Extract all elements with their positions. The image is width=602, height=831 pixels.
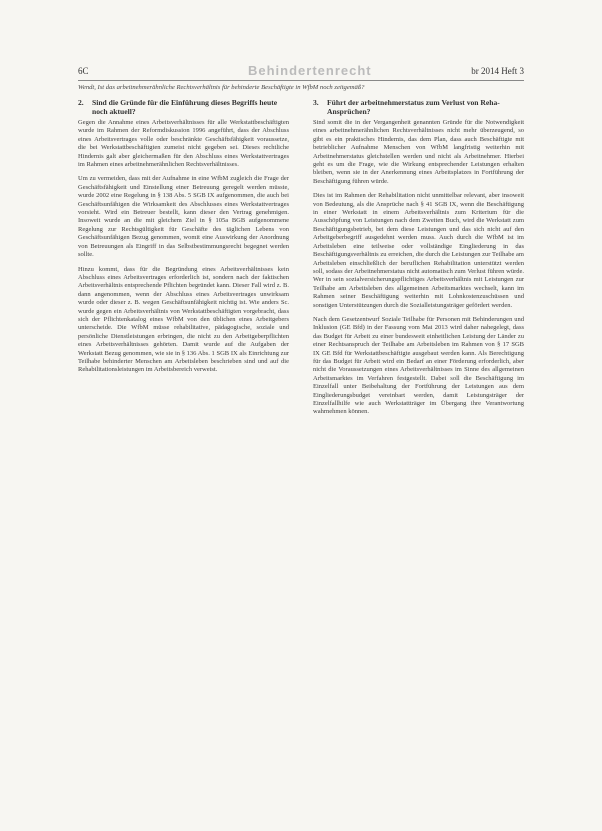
paragraph: Sind somit die in der Vergangenheit genannten Gründe für die Notwendigkeit eines arbeitnehmerähnlichen Rechtsverhältnisses nicht mehr überzeugend, so gibt es ein praktisches Hindernis, das dem Plan, dass auch Beschäftigte mit betrieblicher Aufnahme Menschen von WfbM langfristig weiterhin mit Arbeitnehmerstatus gleichstellen werden und nicht als Arbeitnehmer. Hierbei geht es um die Frage, wie die Wirkung entsprechender Leistungen erhalten bleiben, wenn sie in der Anerkennung eines Arbeitsplatzes in Fortführung der Beschäftigung führen würde.	[313, 119, 524, 185]
section-number: 3.	[313, 98, 319, 107]
page-header	[78, 64, 524, 81]
running-subtitle: Wendt, Ist das arbeitnehmerähnliche Rechtsverhältnis für behinderte Beschäftigte in WfbM noch zeitgemäß?	[78, 84, 365, 91]
right-column	[313, 98, 524, 423]
page-number: 6C	[78, 66, 89, 76]
section-title: Sind die Gründe für die Einführung dieses Begriffs heute noch aktuell?	[92, 98, 278, 116]
left-column	[78, 98, 289, 381]
section-number: 2.	[78, 98, 84, 107]
paragraph: Hinzu kommt, dass für die Begründung eines Arbeitsverhältnisses kein Abschluss eines Arbeitsvertrages erforderlich ist, sondern nach der faktischen Arbeitsverhältnis entsprechende Pflichten begründet kann. Dieser Fall wird z. B. dann angenommen, wenn der Abschluss eines Arbeitsvertrages unwirksam wurde oder dieser z. B. wegen Geschäftsunfähigkeit nichtig ist. Wie anders Sc. wurde gegen ein Arbeitsverhältnis von Werkstattbeschäftigten vorgebracht, dass sich der Pflichtenkatalog eines WfbM von den üblichen eines Arbeitgebers unterscheide. Die WfbM müsse rehabilitative, pädagogische, soziale und persönliche Dienstleistungen erbringen, die nicht zu den Arbeitgeberpflichten eines Arbeitsverhältnisses gehörten. Damit wurde auf die Aufgaben der Werkstatt Bezug genommen, wie sie in § 136 Abs. 1 SGB IX als Einrichtung zur Teilhabe behinderter Menschen am Arbeitsleben beschrieben sind und auf die Rehabilitationsleistungen im Arbeitsbereich verweist.	[78, 265, 289, 374]
paragraph: Dies ist im Rahmen der Rehabilitation nicht unmittelbar relevant, aber insoweit von Bedeutung, als die Ansprüche nach § 41 SGB IX, wenn die Beschäftigung in einer Werkstatt in einem Arbeitsverhältnis zum Kriterium für die Ausschöpfung von Leistungen nach dem Zweiten Buch, wird die Werkstatt zum Beschäftigungsbetrieb, bei dem diese Leistungen und das sich nicht auf den Arbeitgeberbegriff ausgedehnt werden muss. Auch durch die WfbM ist im Arbeitsleben eine teilweise oder vollständige Eingliederung in das Beschäftigungsverhältnis zu erreichen, die durch die Leistungen zur Teilhabe am Arbeitsleben einschließlich der beruflichen Rehabilitation unterstützt werden soll, sodass der Arbeitnehmerstatus nicht automatisch zum Verlust führen würde. Wer in sein sozialversicherungspflichtiges Arbeitsverhältnis mit Leistungen zur Teilhabe am Arbeitsleben des allgemeinen Arbeitsmarktes wechselt, kann im Rahmen seiner Beschäftigung weiterhin mit Lohnkostenzuschüssen und sonstigen Unterstützungen durch die Sozialleistungsträger gefördert werden.	[313, 192, 524, 309]
section-title: Führt der arbeitnehmerstatus zum Verlust von Reha-Ansprüchen?	[327, 98, 500, 116]
issue-label: br 2014 Heft 3	[471, 66, 524, 76]
paragraph: Gegen die Annahme eines Arbeitsverhältnisses für alle Werkstattbeschäftigten wurde im Rahmen der Reformdiskussion 1996 angeführt, dass der Abschluss eines Arbeitsvertrages volle oder beschränkte Geschäftsfähigkeit voraussetze, die bei Werkstattbeschäftigten zumeist nicht gegeben sei. Dieses rechtliche Hindernis galt aber gleichermaßen für den Abschluss eines Werkstattvertrages im Rahmen eines arbeitnehmerähnlichen Rechtsverhältnisses.	[78, 119, 289, 169]
section-heading-2	[78, 98, 289, 116]
section-heading-3	[313, 98, 524, 116]
paragraph: Nach dem Gesetzentwurf Soziale Teilhabe für Personen mit Behinderungen und Inklusion (GE Bfd) in der Fassung vom Mai 2013 wird daher nahegelegt, dass das Budget für Arbeit zu einer bundesweit einheitlichen Leistung der Länder zu einer Rechtsanspruch der Teilhabe am Arbeitsleben im Rahmen von § 17 SGB IX GE Bfd für Werkstattbeschäftigte ausgebaut werden kann. Als Berechtigung für das Budget für Arbeit wird ein Bedarf an einer Förderung erforderlich, aber nicht die Voraussetzungen eines Arbeitsverhältnisses im Sinne des allgemeinen Arbeitsmarktes im Verfahren festgestellt. Dabei soll die Beschäftigung im Einzelfall unter Beibehaltung der Fortführung der Leistungen aus dem Eingliederungsbudget vereinbart werden, damit Leistungsträger der Einzelfallhilfe wie auch Werkstattträger im Übergang ihre Verantwortung wahrnehmen können.	[313, 315, 524, 416]
journal-title: Behindertenrecht	[248, 63, 372, 78]
paragraph: Um zu vermeiden, dass mit der Aufnahme in eine WfbM zugleich die Frage der Geschäftsfähigkeit und Einstellung einer Betreuung geregelt werden müsste, wurde 2002 eine Regelung in § 138 Abs. 5 SGB IX aufgenommen, die auch bei Geschäftsunfähigen die Wirksamkeit des Abschlusses eines Werkstattvertrages vorsieht. Wird ein Betreuer bestellt, kann dieser den Vertrag genehmigen. Insoweit wurde an die mit gleichem Ziel in § 105a BGB aufgenommene Regelung zur Rechtsgültigkeit für Geschäfte des täglichen Lebens von Geschäftsunfähigen Bezug genommen, womit eine Auswirkung der Anordnung von Betreuungen als Eingriff in das Selbstbestimmungsrecht begegnet werden sollte.	[78, 175, 289, 259]
